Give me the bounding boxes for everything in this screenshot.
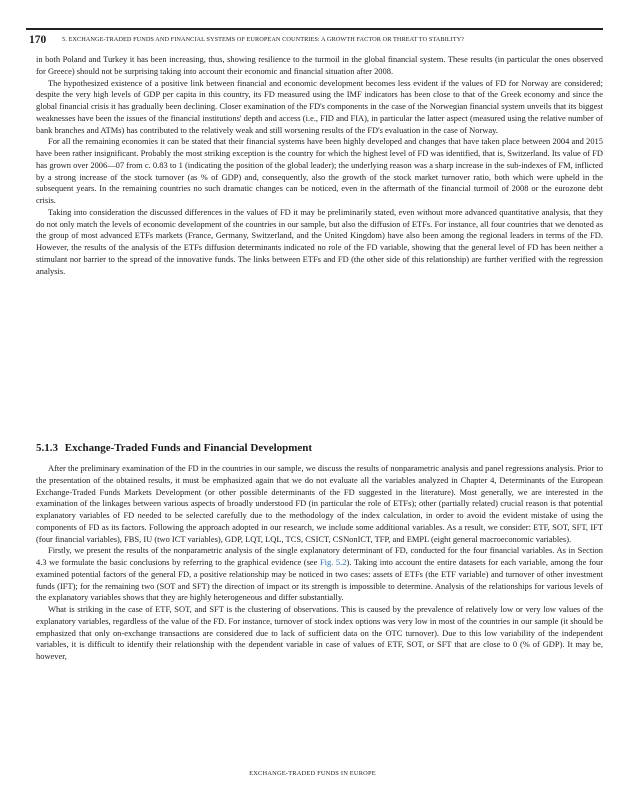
- paragraph-text: Firstly, we present the results of the nonparametric analysis of the single explanatory determinant of FD, conducted for the four financial variables. As in Section 4.3 we formulate the basic conclusions by referring to the graphical evidence (see: [36, 545, 603, 567]
- page-header: [26, 28, 603, 48]
- section-body-text: [36, 463, 603, 663]
- paragraph: in both Poland and Turkey it has been increasing, thus, showing resilience to the turmoil in the global financial system. These results (in particular the ones observed for Greece) should not be surprising taking into account their economic and financial situation after 2008.: [36, 54, 603, 76]
- paragraph: After the preliminary examination of the FD in the countries in our sample, we discuss the results of nonparametric analysis and panel regressions analysis. Prior to the presentation of the obtained results, it must be emphasized again that we do not evaluate all the variables analyzed in Chapter 4, Determinants of the European Exchange-Traded Funds Markets Development (or other possible determinants of the FD suggested in the literature). Most generally, we are interested in the examination of the linkages between various aspects of broadly understood FD (in particular the role of ETFs); other (partially related) crucial reason is that potential explanatory variables of FD needed to be selected carefully due to the methodology of the index calculation, in order to avoid the evident mistake of using the components of FD as its factors. Following the approach adopted in our research, we include some additional variables. As a result, we consider: ETF, SOT, SFT, IFT (four financial variables), FBS, IU (two ICT variables), GDP, LQT, LQL, TCS, CSICT, CSNonICT, TFP, and EMPL (eight general macroeconomic variables).: [36, 463, 603, 544]
- paragraph: [36, 545, 603, 604]
- section-number: 5.1.3: [36, 442, 58, 454]
- paragraph: Taking into consideration the discussed differences in the values of FD it may be preliminarily stated, even without more advanced quantitative analysis, that they do not only match the levels of economic development of the countries in our sample, but also the diffusion of ETFs. For instance, all four countries that we denoted as the group of most advanced ETFs markets (France, Germany, Switzerland, and the United Kingdom) have also been among the regional leaders in terms of the FD. However, the results of the analysis of the ETFs diffusion determinants indicated no role of the FD variable, showing that the general level of FD has been neither a stimulant nor barrier to the spread of the innovative funds. The links between ETFs and FD (the other side of this relationship) are further verified with the regression analysis.: [36, 206, 603, 276]
- page-number: 170: [29, 34, 47, 46]
- figure-reference-link[interactable]: Fig. 5.2: [319, 557, 347, 567]
- section-heading: [36, 442, 312, 454]
- page-footer: [0, 770, 625, 777]
- body-text: [36, 54, 603, 277]
- paragraph: For all the remaining economies it can be stated that their financial systems have been highly developed and changes that have taken place between 2004 and 2015 have been rather insignificant. Probably the most striking exception is the country for which the highest level of FD was identified, that is, Switzerland. Its value of FD has grown over 2006—07 from c. 0.83 to 1 (indicating the position of the global leader); the underlying reason was a sharp increase in the sub-indexes of FM, inflicted by a strong increase of the stock turnover (as % of GDP) and, consequently, also the growth of the stock market turnover ratio, both which were upheld in the subsequent years. In the remaining countries no such dramatic changes can be noticed, even in the aftermath of the financial turmoil of 2008 or the eurozone debt crisis.: [36, 136, 603, 205]
- paragraph: The hypothesized existence of a positive link between financial and economic development becomes less evident if the values of FD for Norway are considered; despite the very high levels of GDP per capita in this country, its FD measured using the IMF indicators has been close to that of the Greek economy and since the global financial crisis it has gradually been declining. Closer examination of the FD's components in the case of the Norwegian financial system unveils that its biggest weaknesses have been the issues of the financial institutions' depth and access (i.e., FID and FIA), in particular the latter aspect (measured using the relative number of bank branches and ATMs) has contributed to the relatively weak and still worsening results of the FD's evaluation in the case of Norway.: [36, 77, 603, 135]
- paragraph: What is striking in the case of ETF, SOT, and SFT is the clustering of observations. This is caused by the prevalence of relatively low or very low values of the explanatory variables, regardless of the value of the FD. For instance, turnover of stock index options was very low in most of the countries in our sample (it should be emphasized that only on-exchange transactions are considered due to lack of sufficient data on the OTC turnover). Due to this low variability of the independent variables, it is difficult to identify their relationship with the dependent variable in case of values of ETF, SOT, or SFT that are close to 0 (% of GDP). It may be, however,: [36, 604, 603, 661]
- running-title: 5. EXCHANGE-TRADED FUNDS AND FINANCIAL SYSTEMS OF EUROPEAN COUNTRIES: A GROWTH FACTOR OR THREAT TO STABILITY?: [62, 36, 465, 43]
- book-title: EXCHANGE-TRADED FUNDS IN EUROPE: [249, 770, 376, 777]
- paragraph-text: ). Taking into account the entire datasets for each variable, among the four examined potential factors of the general FD, a positive relationship may be noticed in two cases: assets of ETFs (the ETF variable) and turnover of other investment funds (IFT); for the remaining two (SOT and SFT) the direction of impact or its strength is impossible to determine. Analysis of the relationships for various levels of the explanatory variables shows that they are highly heterogeneous and differ substantially.: [36, 557, 603, 603]
- section-title: Exchange-Traded Funds and Financial Development: [64, 442, 313, 454]
